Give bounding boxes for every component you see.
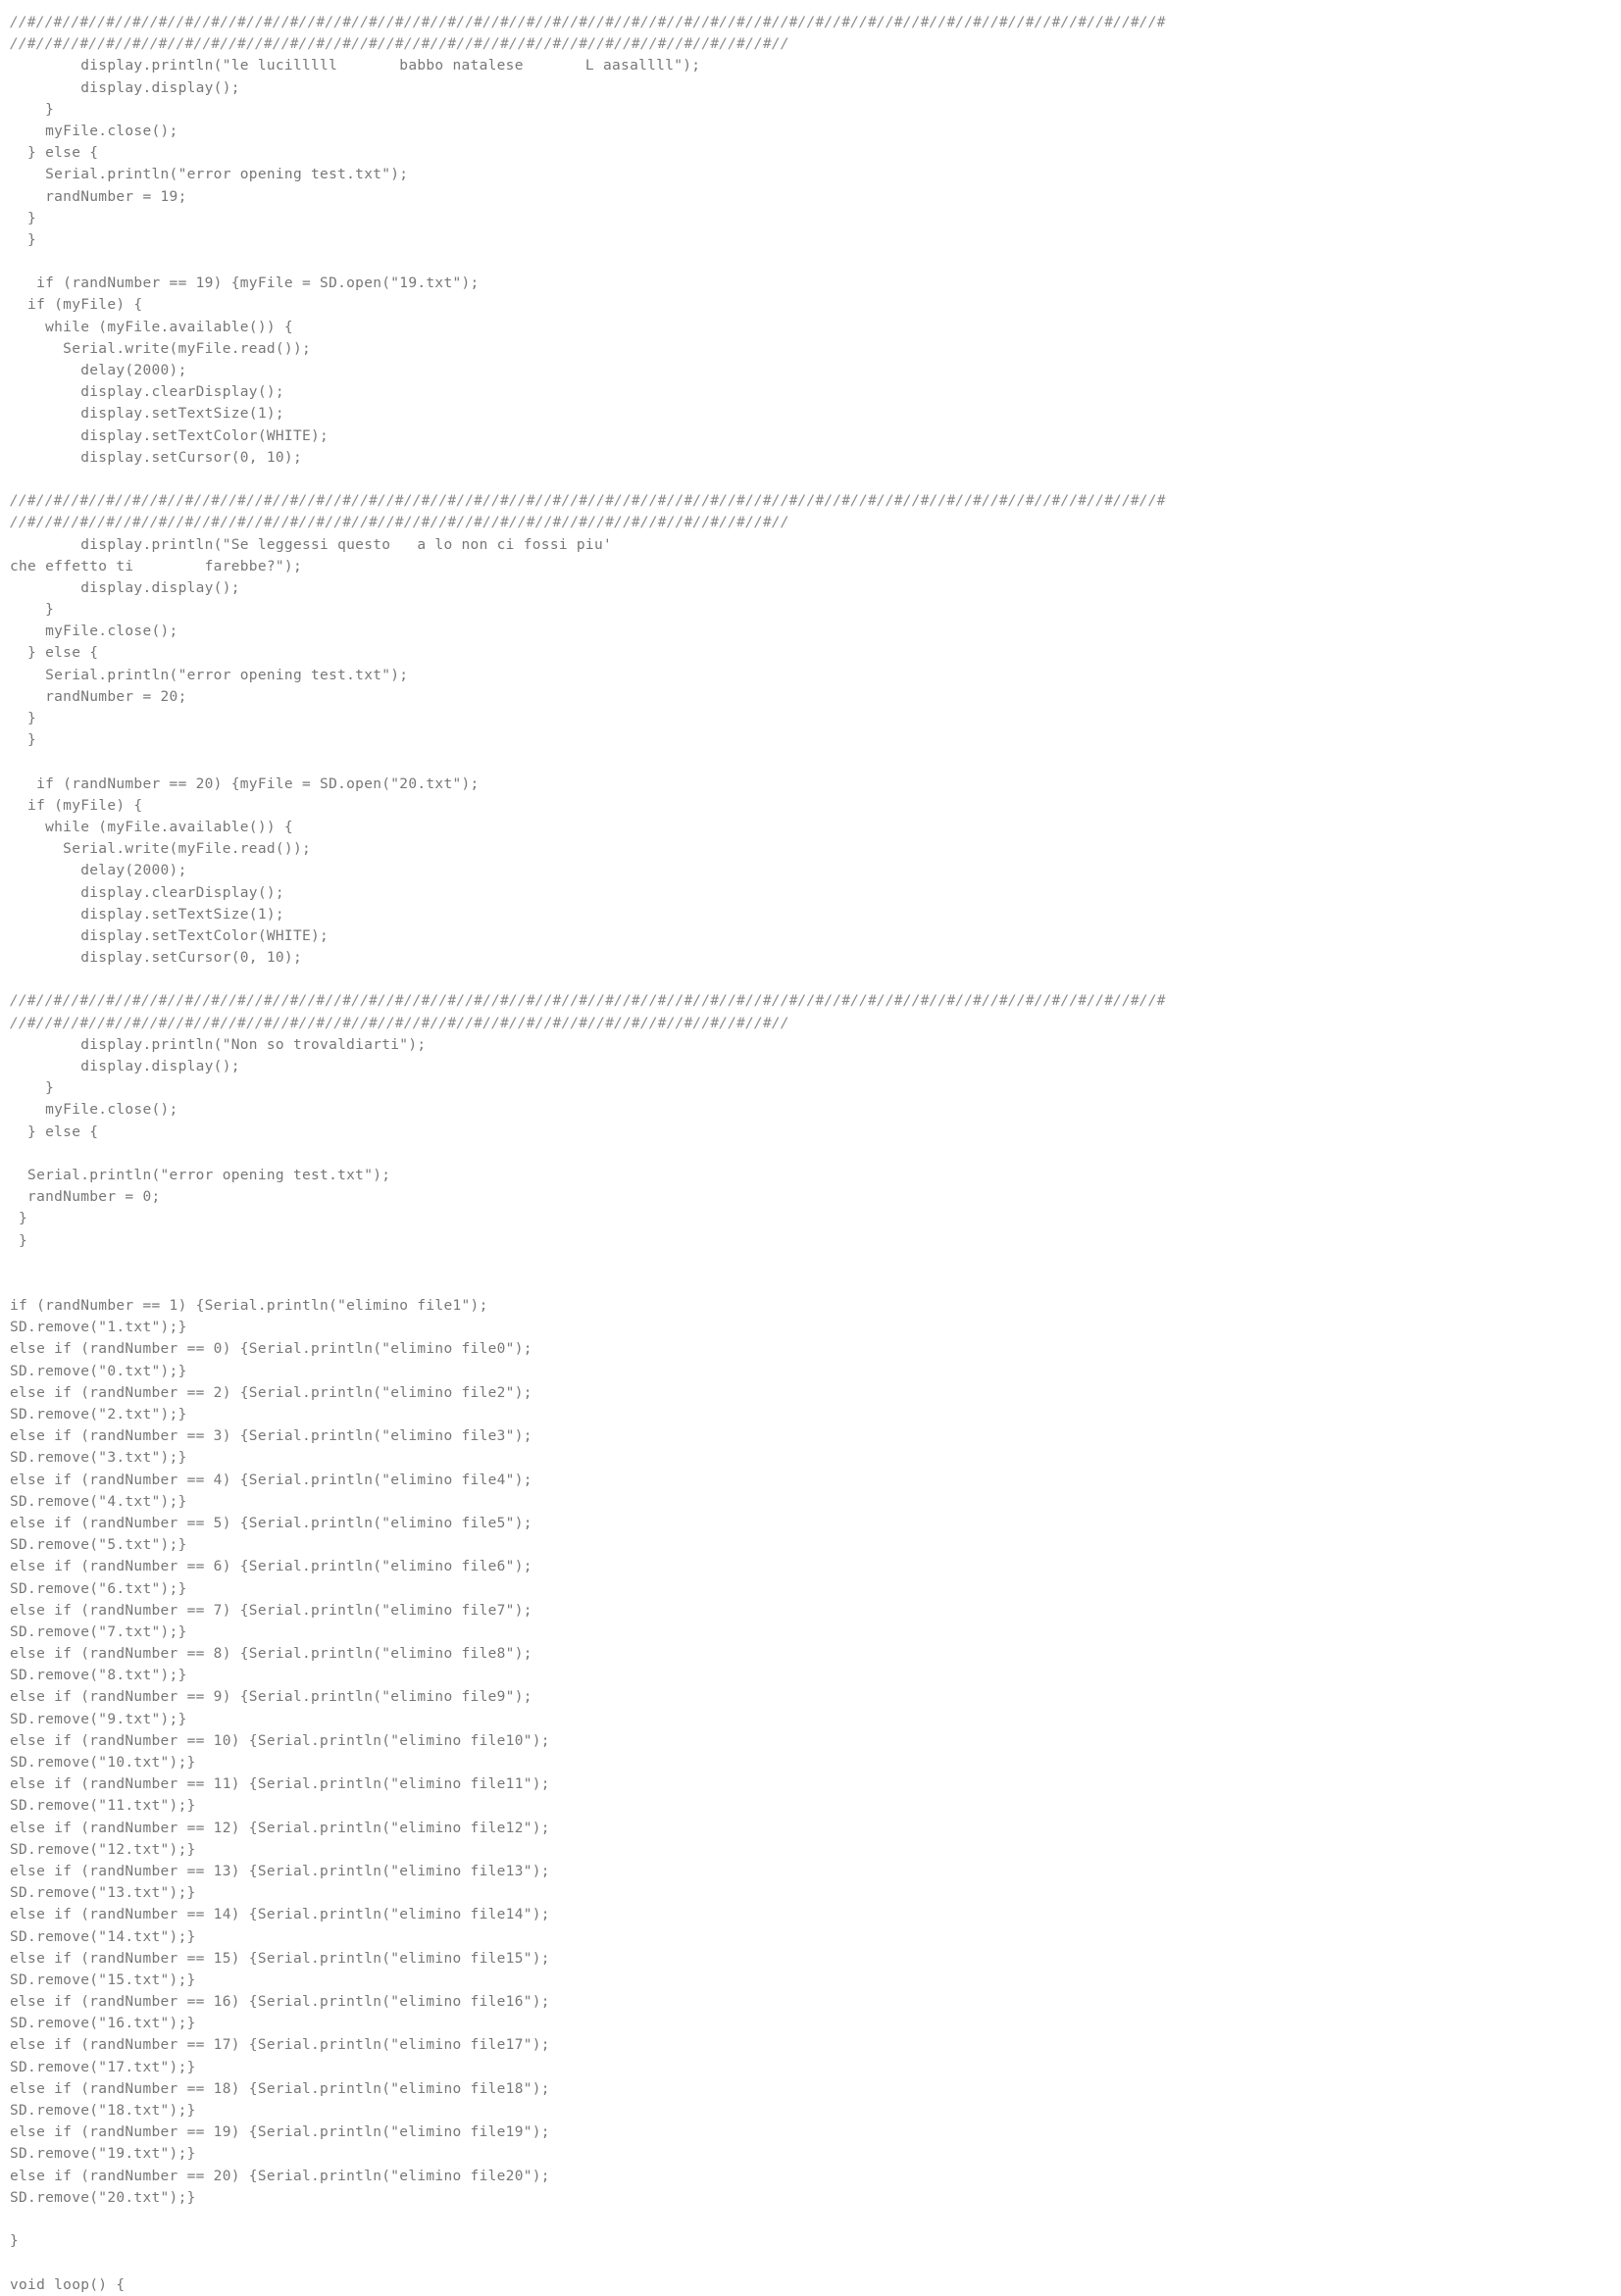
code-line: } <box>10 2233 20 2250</box>
code-line: else if (randNumber == 10) {Serial.println("elimino file10"); <box>10 1732 550 1749</box>
code-line: che effetto ti farebbe?"); <box>10 558 302 574</box>
code-line: myFile.close(); <box>10 123 178 139</box>
code-line: SD.remove("5.txt");} <box>10 1537 187 1554</box>
code-line: } <box>10 1080 55 1097</box>
code-line: randNumber = 20; <box>10 688 187 705</box>
code-line: else if (randNumber == 17) {Serial.println("elimino file17"); <box>10 2037 550 2054</box>
code-line: SD.remove("9.txt");} <box>10 1711 187 1727</box>
code-line: display.println("Se leggessi questo a lo non ci fossi piu' <box>10 536 613 553</box>
code-line: else if (randNumber == 0) {Serial.println("elimino file0"); <box>10 1341 532 1358</box>
code-line: else if (randNumber == 9) {Serial.println("elimino file9"); <box>10 1689 532 1706</box>
code-line: SD.remove("19.txt");} <box>10 2146 196 2163</box>
code-line: myFile.close(); <box>10 1102 178 1119</box>
code-line: SD.remove("8.txt");} <box>10 1668 187 1684</box>
code-line: else if (randNumber == 7) {Serial.println("elimino file7"); <box>10 1602 532 1619</box>
code-line: if (randNumber == 19) {myFile = SD.open("19.txt"); <box>10 275 480 292</box>
code-line: Serial.write(myFile.read()); <box>10 841 312 858</box>
code-line: SD.remove("12.txt");} <box>10 1841 196 1858</box>
code-line: while (myFile.available()) { <box>10 319 293 335</box>
code-line: else if (randNumber == 3) {Serial.println("elimino file3"); <box>10 1428 532 1445</box>
code-line: display.setTextColor(WHITE); <box>10 927 329 944</box>
code-line: display.display(); <box>10 79 240 96</box>
code-line: display.println("le lucilllll babbo natalese L aasallll"); <box>10 58 701 75</box>
code-line: else if (randNumber == 6) {Serial.println("elimino file6"); <box>10 1559 532 1575</box>
code-line: } <box>10 1232 28 1249</box>
code-line: else if (randNumber == 8) {Serial.println("elimino file8"); <box>10 1646 532 1663</box>
code-line: } <box>10 602 55 619</box>
code-line: else if (randNumber == 18) {Serial.println("elimino file18"); <box>10 2080 550 2097</box>
garbled-comment-line: //#//#//#//#//#//#//#//#//#//#//#//#//#//#//#//#//#//#//#//#//#//#//#//#//#//#//#//#//#// <box>10 36 789 53</box>
code-line: display.clearDisplay(); <box>10 884 284 901</box>
code-line: randNumber = 0; <box>10 1189 161 1206</box>
code-line: if (myFile) { <box>10 797 143 814</box>
code-line: else if (randNumber == 14) {Serial.println("elimino file14"); <box>10 1907 550 1923</box>
code-line: SD.remove("17.txt");} <box>10 2059 196 2075</box>
garbled-comment-line: //#//#//#//#//#//#//#//#//#//#//#//#//#//#//#//#//#//#//#//#//#//#//#//#//#//#//#//#//#//#//#//#//#//#//#//#//#//#//#//#//#//#//#//# <box>10 493 1166 510</box>
code-line <box>10 1252 1611 1273</box>
code-line: else if (randNumber == 2) {Serial.println("elimino file2"); <box>10 1384 532 1401</box>
code-line: void loop() { <box>10 2276 126 2293</box>
code-line: } <box>10 101 55 118</box>
garbled-comment-line: //#//#//#//#//#//#//#//#//#//#//#//#//#//#//#//#//#//#//#//#//#//#//#//#//#//#//#//#//#//#//#//#//#//#//#//#//#//#//#//#//#//#//#//# <box>10 15 1166 30</box>
code-line: else if (randNumber == 12) {Serial.println("elimino file12"); <box>10 1820 550 1836</box>
code-line: display.setTextColor(WHITE); <box>10 427 329 444</box>
code-line: SD.remove("10.txt");} <box>10 1755 196 1771</box>
code-line: Serial.println("error opening test.txt"); <box>10 667 409 683</box>
code-line: } else { <box>10 645 99 662</box>
code-line: SD.remove("7.txt");} <box>10 1623 187 1640</box>
code-line: display.setCursor(0, 10); <box>10 449 302 466</box>
code-line: else if (randNumber == 13) {Serial.println("elimino file13"); <box>10 1863 550 1879</box>
code-line: } <box>10 210 37 226</box>
code-line: else if (randNumber == 20) {Serial.println("elimino file20"); <box>10 2168 550 2184</box>
code-line: else if (randNumber == 15) {Serial.println("elimino file15"); <box>10 1950 550 1967</box>
code-line: SD.remove("18.txt");} <box>10 2103 196 2119</box>
code-line: SD.remove("16.txt");} <box>10 2016 196 2032</box>
code-line: SD.remove("2.txt");} <box>10 1407 187 1423</box>
code-line: display.setTextSize(1); <box>10 406 284 423</box>
code-listing <box>10 12 1611 2296</box>
code-line: } <box>10 1211 28 1227</box>
code-line: display.clearDisplay(); <box>10 384 284 401</box>
code-line: Serial.println("error opening test.txt"); <box>10 167 409 183</box>
code-line: SD.remove("6.txt");} <box>10 1580 187 1597</box>
code-line: SD.remove("11.txt");} <box>10 1798 196 1815</box>
code-line: delay(2000); <box>10 863 187 879</box>
code-line <box>10 969 1611 990</box>
code-line: } <box>10 711 37 726</box>
code-line <box>10 2209 1611 2230</box>
garbled-comment-line: //#//#//#//#//#//#//#//#//#//#//#//#//#//#//#//#//#//#//#//#//#//#//#//#//#//#//#//#//#//#//#//#//#//#//#//#//#//#//#//#//#//#//#//# <box>10 993 1166 1010</box>
code-line: Serial.write(myFile.read()); <box>10 340 312 357</box>
code-line: while (myFile.available()) { <box>10 819 293 835</box>
code-line <box>10 1143 1611 1165</box>
code-line: SD.remove("15.txt");} <box>10 1972 196 1988</box>
code-line <box>10 469 1611 490</box>
code-line: else if (randNumber == 19) {Serial.println("elimino file19"); <box>10 2124 550 2141</box>
code-line: SD.remove("1.txt");} <box>10 1320 187 1336</box>
code-line <box>10 251 1611 273</box>
code-line: SD.remove("0.txt");} <box>10 1363 187 1379</box>
code-line: if (randNumber == 1) {Serial.println("elimino file1"); <box>10 1298 488 1315</box>
garbled-comment-line: //#//#//#//#//#//#//#//#//#//#//#//#//#//#//#//#//#//#//#//#//#//#//#//#//#//#//#//#//#// <box>10 515 789 531</box>
code-line: if (myFile) { <box>10 297 143 314</box>
code-line: SD.remove("20.txt");} <box>10 2189 196 2206</box>
code-line: else if (randNumber == 11) {Serial.println("elimino file11"); <box>10 1776 550 1793</box>
code-line <box>10 751 1611 773</box>
code-line: } <box>10 732 37 749</box>
code-line: delay(2000); <box>10 363 187 378</box>
garbled-comment-line: //#//#//#//#//#//#//#//#//#//#//#//#//#//#//#//#//#//#//#//#//#//#//#//#//#//#//#//#//#// <box>10 1015 789 1031</box>
code-line: } <box>10 231 37 248</box>
code-line: randNumber = 19; <box>10 188 187 205</box>
code-line: SD.remove("3.txt");} <box>10 1450 187 1467</box>
code-line: display.display(); <box>10 579 240 596</box>
code-line: else if (randNumber == 16) {Serial.println("elimino file16"); <box>10 1994 550 2011</box>
code-line: SD.remove("14.txt");} <box>10 1928 196 1945</box>
code-line: display.display(); <box>10 1059 240 1074</box>
code-line: SD.remove("4.txt");} <box>10 1493 187 1510</box>
code-line: display.setCursor(0, 10); <box>10 950 302 967</box>
code-line: if (randNumber == 20) {myFile = SD.open("20.txt"); <box>10 775 480 792</box>
code-line: SD.remove("13.txt");} <box>10 1885 196 1902</box>
code-line <box>10 2252 1611 2273</box>
code-line: } else { <box>10 145 99 162</box>
code-line: display.setTextSize(1); <box>10 906 284 923</box>
code-line: else if (randNumber == 4) {Serial.println("elimino file4"); <box>10 1472 532 1488</box>
code-line <box>10 1273 1611 1295</box>
code-line: Serial.println("error opening test.txt"); <box>10 1167 391 1183</box>
code-line: else if (randNumber == 5) {Serial.println("elimino file5"); <box>10 1515 532 1531</box>
code-line: myFile.close(); <box>10 624 178 640</box>
code-line: } else { <box>10 1123 99 1140</box>
code-line: display.println("Non so trovaldiarti"); <box>10 1036 427 1053</box>
